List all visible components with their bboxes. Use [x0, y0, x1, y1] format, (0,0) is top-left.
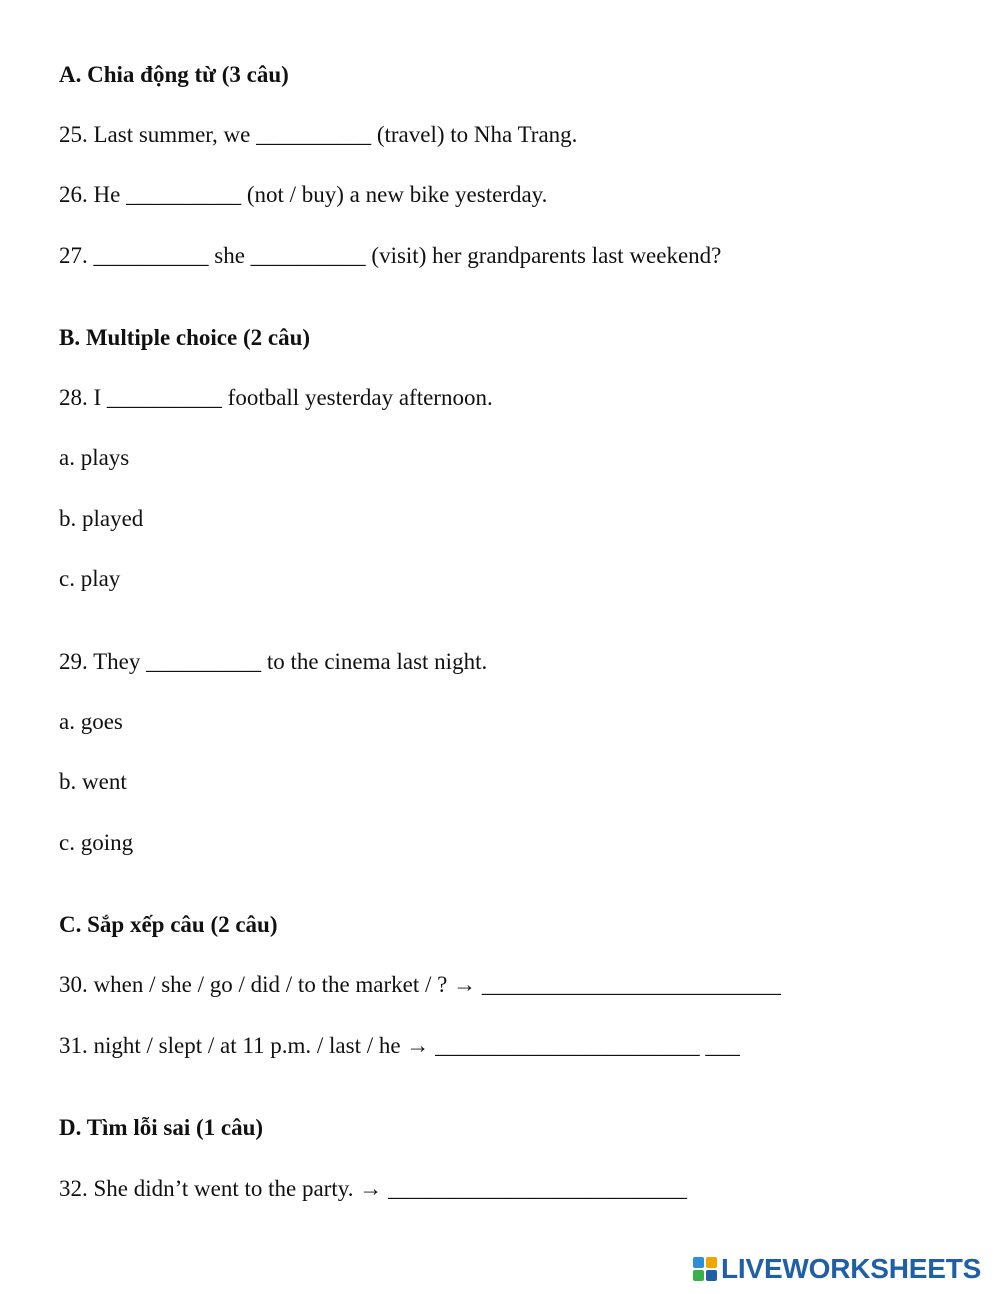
- section-c-heading: C. Sắp xếp câu (2 câu): [59, 912, 278, 937]
- question-30: 30. when / she / go / did / to the market / ? → __________________________: [59, 972, 781, 997]
- question-32: 32. She didn’t went to the party. → __________________________: [59, 1176, 687, 1201]
- question-27: 27. __________ she __________ (visit) her grandparents last weekend?: [59, 243, 722, 268]
- question-28-option-a[interactable]: a. plays: [59, 445, 130, 470]
- question-25: 25. Last summer, we __________ (travel) to Nha Trang.: [59, 122, 578, 147]
- liveworksheets-logo: [693, 1253, 981, 1285]
- question-29-option-a[interactable]: a. goes: [59, 709, 123, 734]
- section-d-heading: D. Tìm lỗi sai (1 câu): [59, 1115, 264, 1140]
- question-28-option-b[interactable]: b. played: [59, 506, 144, 531]
- liveworksheets-logo-icon: [693, 1257, 717, 1281]
- section-a-heading: A. Chia động từ (3 câu): [59, 62, 289, 87]
- section-b-heading: B. Multiple choice (2 câu): [59, 325, 311, 350]
- question-26: 26. He __________ (not / buy) a new bike yesterday.: [59, 182, 548, 207]
- question-29: 29. They __________ to the cinema last night.: [59, 649, 488, 674]
- question-29-option-c[interactable]: c. going: [59, 830, 134, 855]
- question-28: 28. I __________ football yesterday afternoon.: [59, 385, 493, 410]
- question-31: 31. night / slept / at 11 p.m. / last / he → _______________________ ___: [59, 1033, 740, 1058]
- question-29-option-b[interactable]: b. went: [59, 769, 127, 794]
- liveworksheets-logo-text: LIVEWORKSHEETS: [721, 1253, 982, 1284]
- question-28-option-c[interactable]: c. play: [59, 566, 121, 591]
